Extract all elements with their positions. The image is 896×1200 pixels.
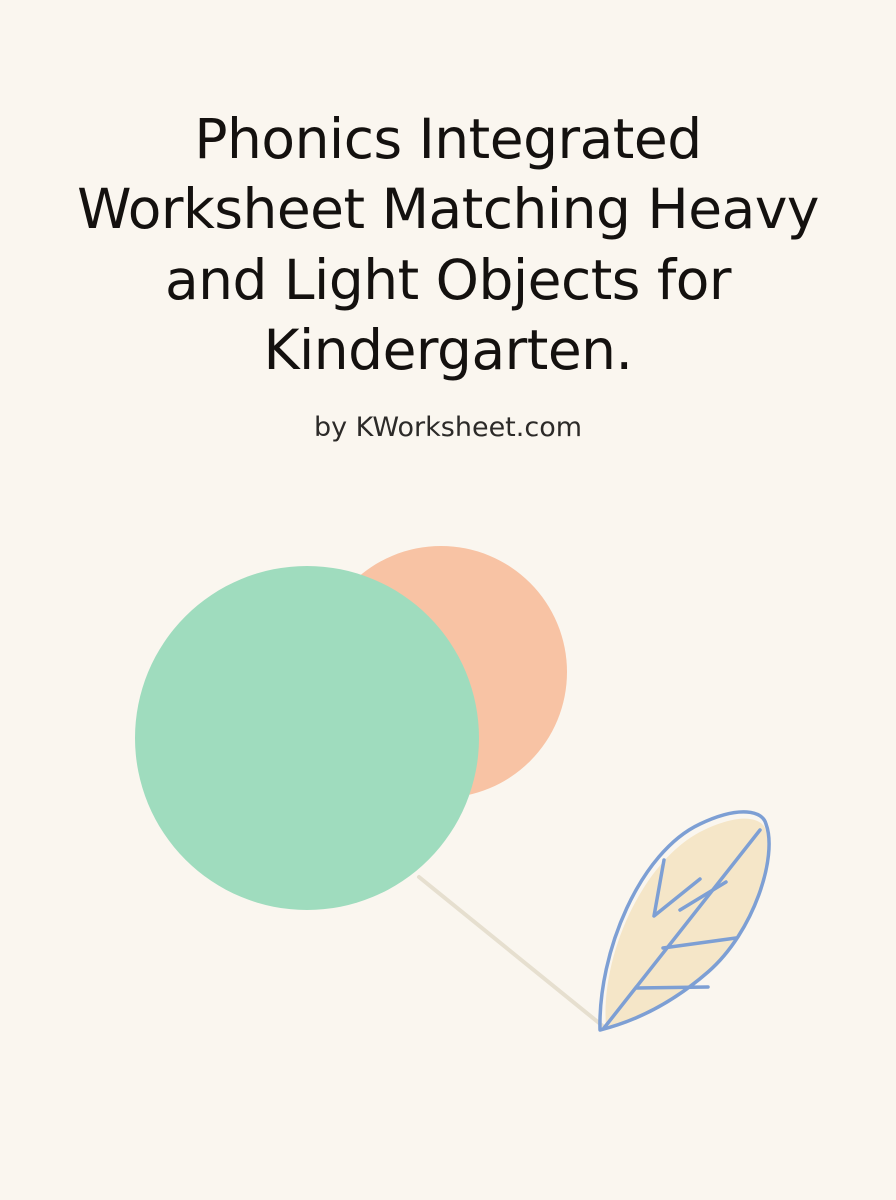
title-block	[0, 104, 896, 443]
balloon-string	[419, 877, 604, 1027]
byline: by KWorksheet.com	[313, 411, 583, 443]
mint-circle	[135, 566, 479, 910]
balloon-and-leaf-illustration	[0, 500, 896, 1080]
page-title: Phonics Integrated Worksheet Matching Heavy and Light Objects for Kindergarten.	[77, 107, 819, 383]
